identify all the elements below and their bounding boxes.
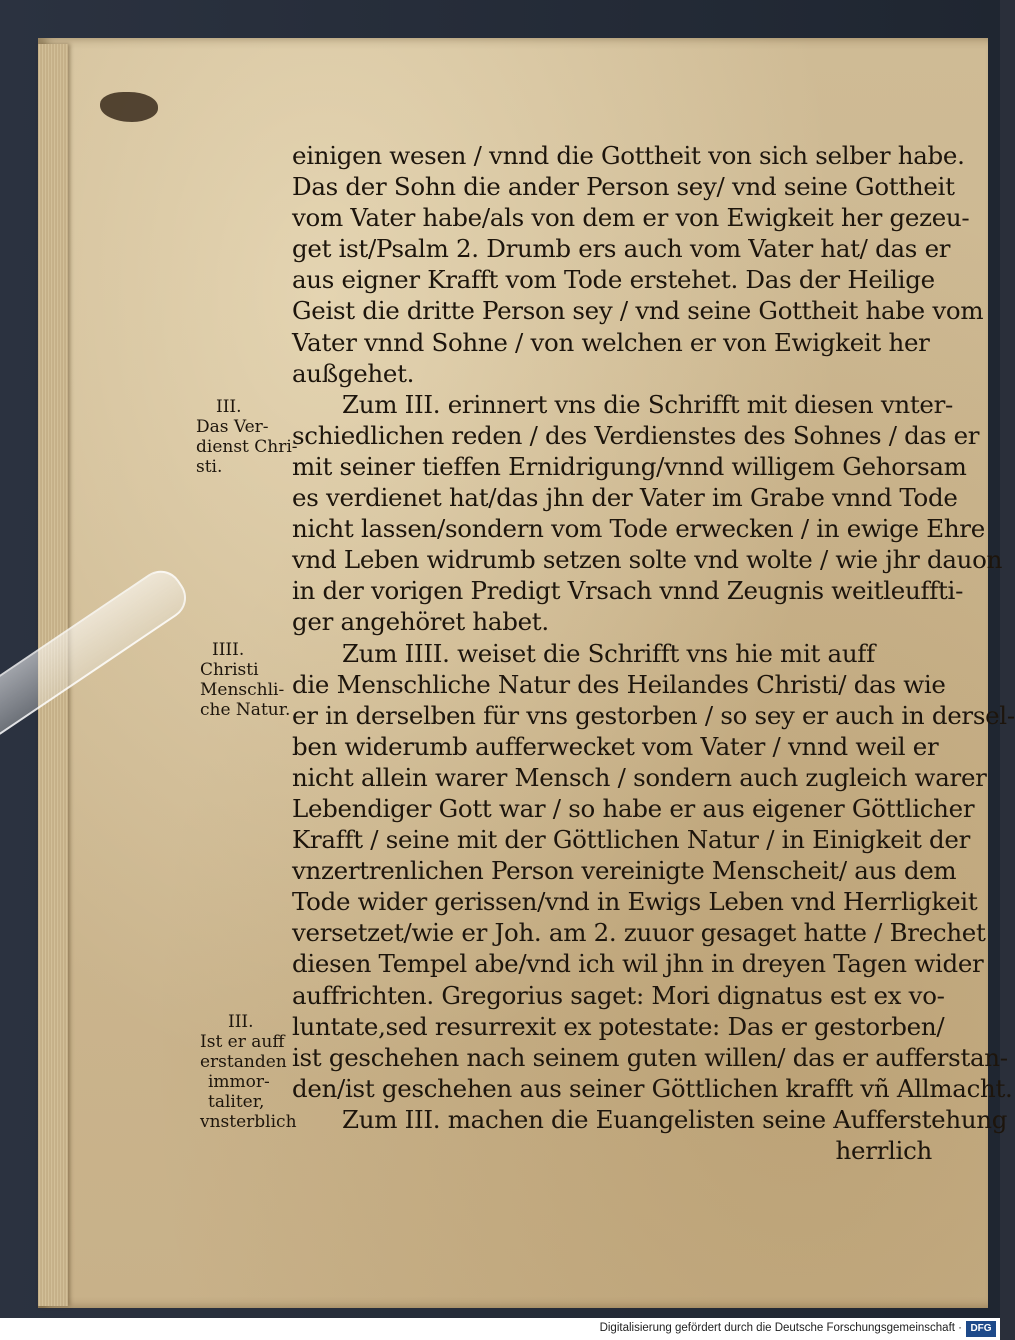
text-line: es verdienet hat/das jhn der Vater im Grabe vnnd Tode [292, 483, 958, 513]
text-line: mit seiner tieffen Ernidrigung/vnnd willigem Gehorsam [292, 451, 967, 481]
text-line: in der vorigen Predigt Vrsach vnnd Zeugnis weitleuffti- [292, 576, 964, 606]
margin-note-line: III. [228, 1012, 254, 1032]
text-line: ben widerumb aufferwecket vom Vater / vnnd weil er [292, 731, 939, 761]
text-line: aus eigner Krafft vom Tode erstehet. Das der Heilige [292, 265, 935, 295]
text-line: vom Vater habe/als von dem er von Ewigkeit her gezeu- [292, 203, 970, 233]
text-line: nicht allein warer Mensch / sondern auch zugleich warer [292, 762, 987, 792]
text-line: ger angehöret habet. [292, 607, 549, 637]
text-line: vnd Leben widrumb setzen solte vnd wolte / wie jhr dauon [292, 545, 1003, 575]
text-line: luntate,sed resurrexit ex potestate: Das er gestorben/ [292, 1011, 945, 1041]
text-line: er in derselben für vns gestorben / so sey er auch in dersel- [292, 700, 1015, 730]
text-line: Lebendiger Gott war / so habe er aus eigener Göttlicher [292, 793, 975, 823]
text-line: Vater vnnd Sohne / von welchen er von Ewigkeit her [292, 327, 930, 357]
margin-note-aufferstanden [200, 1012, 297, 1132]
margin-note-line: che Natur. [200, 700, 291, 720]
text-line: Krafft / seine mit der Göttlichen Natur / in Einigkeit der [292, 825, 970, 855]
footer-bar [0, 1318, 1000, 1340]
margin-note-line: taliter, [208, 1092, 265, 1112]
margin-note-line: Christi [200, 660, 259, 680]
margin-note-line: III. [216, 397, 242, 417]
text-line: den/ist geschehen aus seiner Göttlichen krafft vñ Allmacht. [292, 1073, 1013, 1103]
text-line: Zum III. erinnert vns die Schrifft mit diesen vnter- [342, 389, 953, 419]
text-line: außgehet. [292, 358, 415, 388]
body-text [292, 140, 1015, 1166]
margin-note-line: Das Ver- [196, 417, 269, 437]
text-line: einigen wesen / vnnd die Gottheit von sich selber habe. [292, 141, 965, 170]
text-line: nicht lassen/sondern vom Tode erwecken / in ewige Ehre [292, 514, 985, 544]
margin-note-line: dienst Chri- [196, 437, 298, 457]
text-line: auffrichten. Gregorius saget: Mori dignatus est ex vo- [292, 980, 945, 1010]
text-line: Geist die dritte Person sey / vnd seine Gottheit habe vom [292, 296, 984, 326]
text-line: diesen Tempel abe/vnd ich wil jhn in dreyen Tagen wider [292, 949, 984, 979]
text-line: versetzet/wie er Joh. am 2. zuuor gesaget hatte / Brechet [292, 918, 986, 948]
text-line: Zum IIII. weiset die Schrifft vns hie mit auff [342, 638, 875, 668]
text-line: get ist/Psalm 2. Drumb ers auch vom Vater hat/ das er [292, 234, 951, 264]
margin-note-line: vnsterblich [200, 1112, 297, 1132]
text-line: vnzertrenlichen Person vereinigte Menscheit/ aus dem [292, 856, 957, 886]
catchword: herrlich [835, 1136, 932, 1165]
funding-credit: Digitalisierung gefördert durch die Deutsche Forschungsgemeinschaft · [599, 1322, 962, 1334]
text-line: schiedlichen reden / des Verdienstes des Sohnes / das er [292, 420, 980, 450]
margin-note-verdienst [196, 397, 298, 477]
text-line: Tode wider gerissen/vnd in Ewigs Leben vnd Herrligkeit [292, 887, 978, 917]
margin-note-line: immor- [208, 1072, 270, 1092]
text-line: die Menschliche Natur des Heilandes Christi/ das wie [292, 669, 946, 699]
margin-note-line: erstanden [200, 1052, 287, 1072]
margin-note-line: IIII. [212, 640, 245, 660]
margin-note-line: Ist er auff [200, 1032, 285, 1052]
margin-note-line: sti. [196, 457, 223, 477]
text-line: ist geschehen nach seinem guten willen/ das er aufferstan- [292, 1042, 1008, 1072]
margin-note-line: Menschli- [200, 680, 285, 700]
text-line: Zum III. machen die Euangelisten seine Aufferstehung [342, 1104, 1008, 1134]
margin-note-natur [200, 640, 290, 720]
text-line: Das der Sohn die ander Person sey/ vnd seine Gottheit [292, 172, 955, 202]
dfg-logo: DFG [966, 1321, 996, 1337]
